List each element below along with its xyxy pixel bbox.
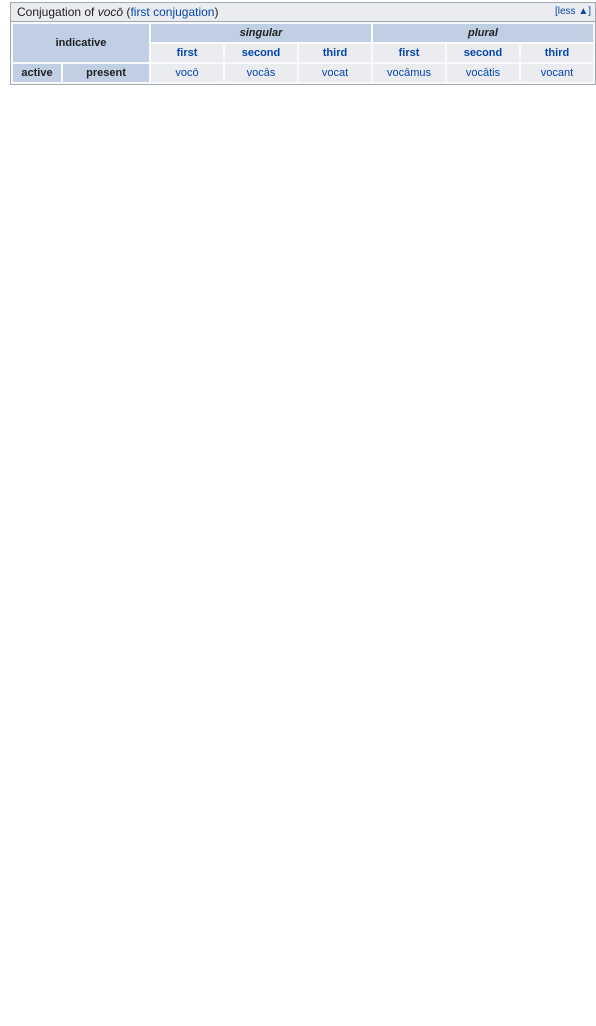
form-cell-form[interactable]: vocāmus <box>386 67 432 79</box>
person-third-header: third <box>299 44 371 62</box>
person-first-header: first <box>373 44 445 62</box>
form-cell <box>373 64 445 82</box>
form-cell-form[interactable]: vocō <box>175 67 199 79</box>
title-lemma: vocō <box>97 5 124 19</box>
form-cell-form[interactable]: vocātis <box>465 67 501 79</box>
form-cell-form[interactable]: vocās <box>246 67 276 79</box>
first-conjugation-link[interactable]: first conjugation <box>130 5 215 19</box>
voice-active: active <box>13 64 61 82</box>
conjugation-table <box>10 2 596 85</box>
form-cell-form[interactable]: vocat <box>321 67 349 79</box>
form-cell <box>521 64 593 82</box>
person-second-header: second <box>447 44 519 62</box>
indicative-header: indicative <box>13 24 149 62</box>
title-prefix: Conjugation of <box>17 5 98 19</box>
less-toggle[interactable]: [less ▲] <box>554 6 591 17</box>
form-cell <box>299 64 371 82</box>
table-title <box>11 3 595 22</box>
conjugation-grid <box>11 22 595 84</box>
singular-header: singular <box>151 24 371 42</box>
form-cell <box>447 64 519 82</box>
form-cell <box>151 64 223 82</box>
plural-header: plural <box>373 24 593 42</box>
title-close: ) <box>214 5 219 19</box>
form-cell-form[interactable]: vocant <box>540 67 574 79</box>
person-first-header: first <box>151 44 223 62</box>
form-cell <box>225 64 297 82</box>
person-second-header: second <box>225 44 297 62</box>
title-open: ( <box>123 5 131 19</box>
tense-present: present <box>63 64 149 82</box>
person-third-header: third <box>521 44 593 62</box>
